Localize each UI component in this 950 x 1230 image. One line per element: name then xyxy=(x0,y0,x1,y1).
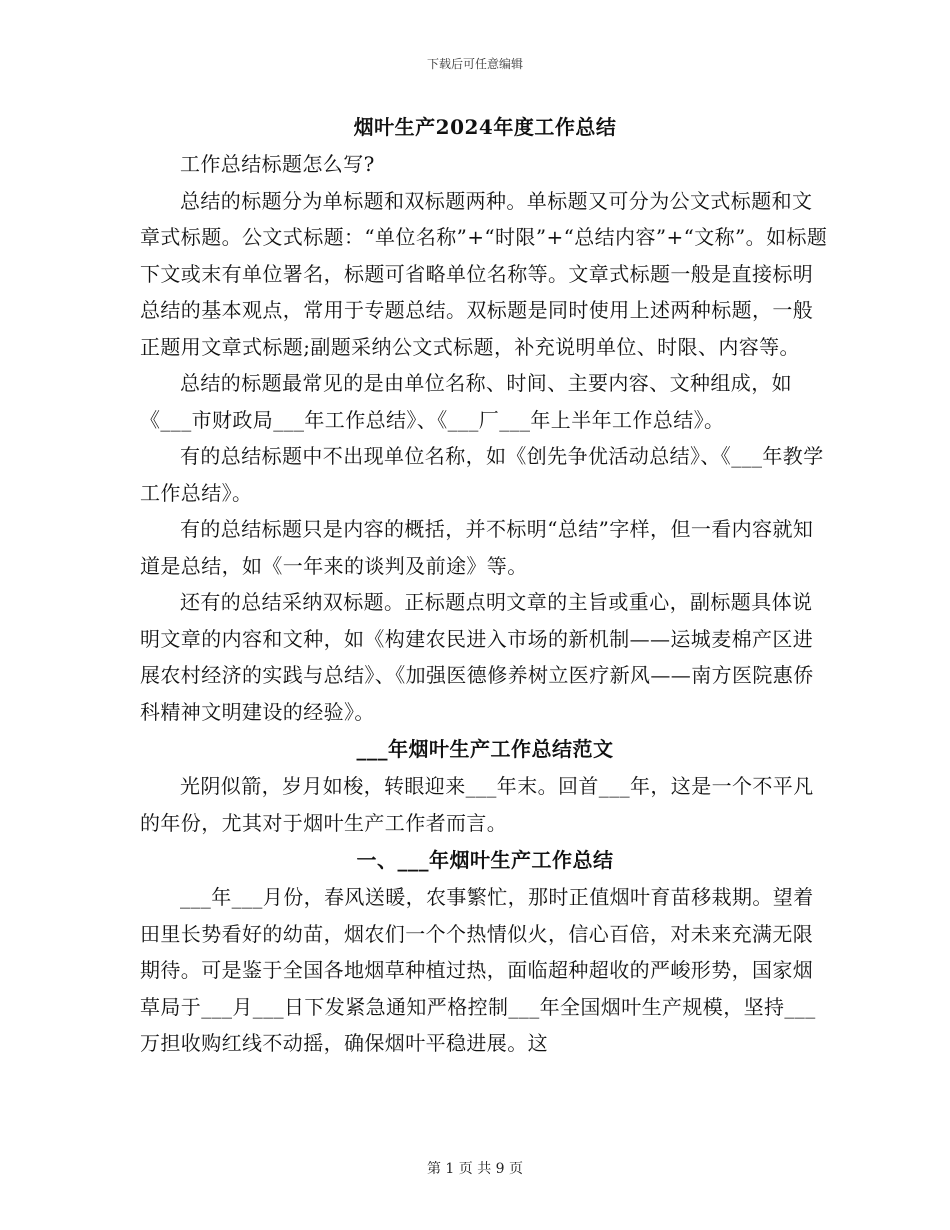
document-title: 烟叶生产2024年度工作总结 xyxy=(353,115,617,139)
section-heading-sample: ___年烟叶生产工作总结范文 xyxy=(356,737,614,761)
section-heading-1: 一、___年烟叶生产工作总结 xyxy=(356,848,614,872)
paragraph: 总结的标题分为单标题和双标题两种。单标题又可分为公文式标题和文章式标题。公文式标题：“单位名称”+“时限”+“总结内容”+“文称”。如标题下文或末有单位署名，标题可省略单位名称等。文章式标题一般是直接标明总结的基本观点，常用于专题总结。双标题是同时使用上述两种标题，一般正题用文章式标题;副题采纳公文式标题，补充说明单位、时限、内容等。 xyxy=(140,188,828,359)
header-note: 下载后可任意编辑 xyxy=(426,57,523,71)
document-body xyxy=(140,108,830,1062)
paragraph: 还有的总结采纳双标题。正标题点明文章的主旨或重心，副标题具体说明文章的内容和文种，如《构建农民进入市场的新机制——运城麦棉产区进展农村经济的实践与总结》、《加强医德修养树立医疗新风——南方医院惠侨科精神文明建设的经验》。 xyxy=(140,590,814,724)
paragraph: 总结的标题最常见的是由单位名称、时间、主要内容、文种组成，如《___市财政局___年工作总结》、《___厂___年上半年工作总结》。 xyxy=(140,371,792,432)
paragraph: 光阴似箭，岁月如梭，转眼迎来___年末。回首___年，这是一个不平凡的年份，尤其对于烟叶生产工作者而言。 xyxy=(140,774,814,835)
page-footer: 第 1 页 共 9 页 xyxy=(426,1161,524,1177)
paragraph: 有的总结标题中不出现单位名称，如《创先争优活动总结》、《___年教学工作总结》。 xyxy=(140,444,824,505)
paragraph: 有的总结标题只是内容的概括，并不标明“总结”字样，但一看内容就知道是总结，如《一年来的谈判及前途》等。 xyxy=(140,517,814,578)
paragraph: ___年___月份，春风送暖，农事繁忙，那时正值烟叶育苗移栽期。望着田里长势看好的幼苗，烟农们一个个热情似火，信心百倍，对未来充满无限期待。可是鉴于全国各地烟草种植过热，面临超种超收的严峻形势，国家烟草局于___月___日下发紧急通知严格控制___年全国烟叶生产规模，坚持___万担收购红线不动摇，确保烟叶平稳进展。这 xyxy=(140,885,816,1055)
paragraph: 工作总结标题怎么写? xyxy=(180,152,375,176)
